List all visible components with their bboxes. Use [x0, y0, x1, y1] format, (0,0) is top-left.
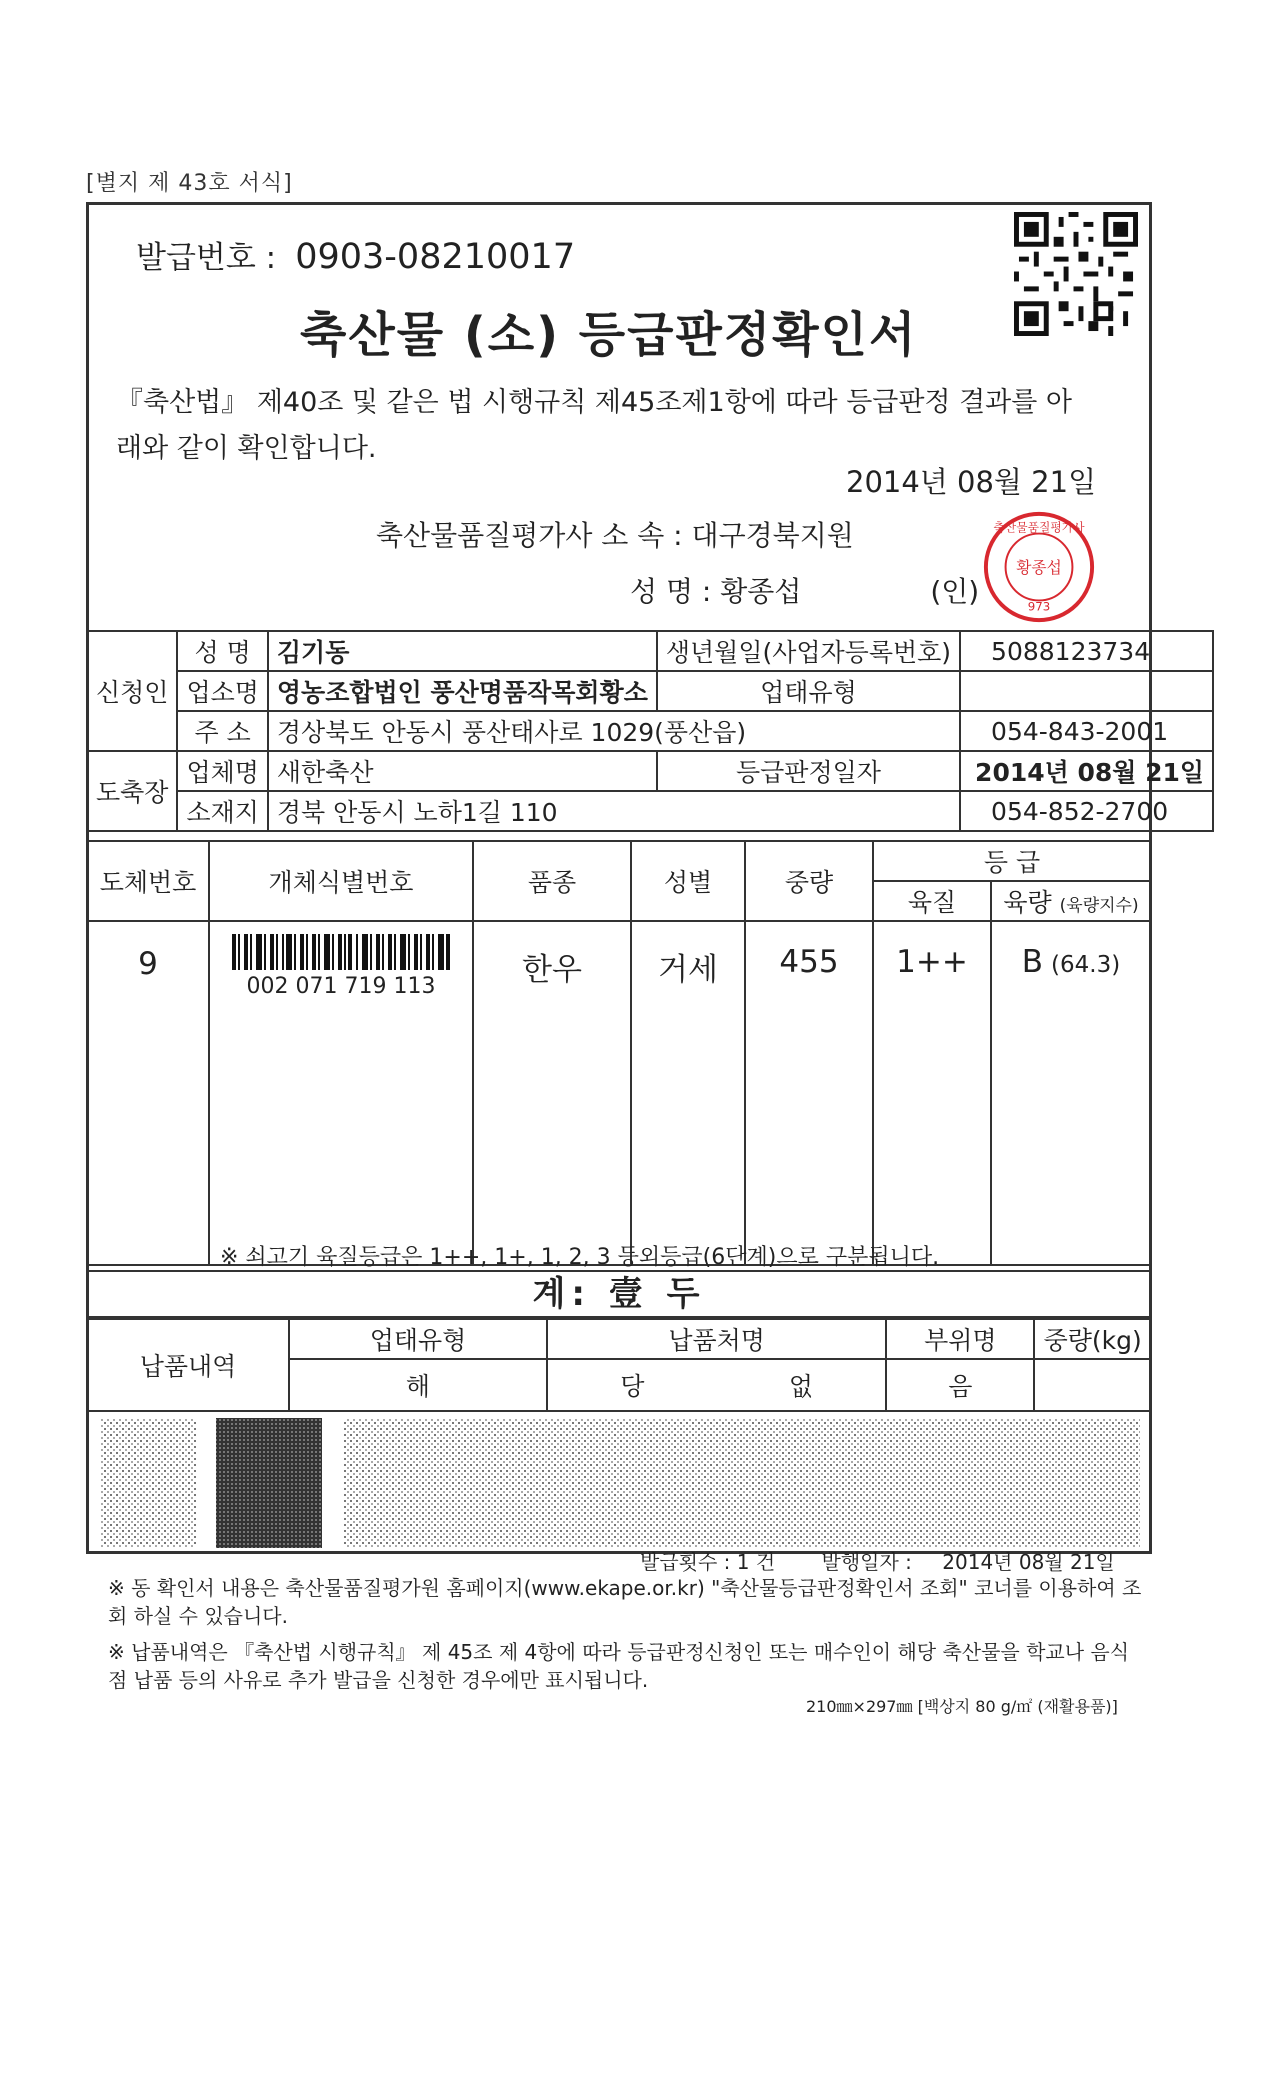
svg-text:축산물품질평가사: 축산물품질평가사 [993, 520, 1085, 535]
total-count: 계: 壹 두 [86, 1270, 1152, 1318]
issue-number [136, 232, 575, 277]
yield-index: (64.3) [1051, 952, 1121, 978]
carcass-number: 9 [87, 921, 209, 1265]
address-phone: 054-843-2001 [960, 711, 1213, 751]
issue-number-label: 발급번호 : [136, 240, 277, 276]
table-row [87, 671, 1213, 711]
svg-text:황종섭: 황종섭 [1016, 557, 1062, 577]
footer-note: ※ 동 확인서 내용은 축산물품질평가원 홈페이지(www.ekape.or.kr) "축산물등급판정확인서 조회" 코너를 이용하여 조회 하실 수 있습니다. [108, 1576, 1142, 1628]
qr-code-icon [1014, 212, 1138, 336]
table-row [87, 921, 1151, 1265]
delivery-value: 음 [886, 1359, 1034, 1411]
location-label: 소재지 [177, 791, 267, 831]
breed-value: 한우 [473, 921, 631, 1265]
yield-header-cell [991, 881, 1151, 921]
inspector-affiliation-value: 대구경북지원 [691, 519, 854, 552]
address-label: 주 소 [177, 711, 267, 751]
delivery-value: 해 [289, 1359, 547, 1411]
individual-id: 002 071 719 113 [246, 974, 436, 999]
weight-value: 455 [745, 921, 873, 1265]
inspector-name-value: 황종섭 [720, 575, 802, 608]
sex-value: 거세 [631, 921, 745, 1265]
address-value: 경상북도 안동시 풍산태사로 1029(풍산읍) [268, 711, 960, 751]
delivery-header: 납품처명 [547, 1319, 886, 1359]
inspector-name-label: 성 명 : [630, 575, 712, 608]
table-row [87, 791, 1213, 831]
table-row [87, 631, 1213, 671]
quality-header: 육질 [873, 881, 991, 921]
barcode-icon [232, 934, 450, 970]
business-value: 영농조합법인 풍산명품작목회황소 [268, 671, 657, 711]
breed-header: 품종 [473, 841, 631, 921]
business-label: 업소명 [177, 671, 267, 711]
yield-index-header: (육량지수) [1059, 896, 1139, 916]
paper-spec: 210㎜×297㎜ [백상지 80 g/㎡ (재활용품)] [806, 1697, 1118, 1716]
issue-count-label: 발급횟수 : [640, 1550, 731, 1574]
issue-date: 2014년 08월 21일 [846, 465, 1097, 499]
inspector-affiliation [376, 514, 854, 554]
delivery-header: 업태유형 [289, 1319, 547, 1359]
issuance-date-value: 2014년 08월 21일 [942, 1550, 1115, 1574]
id-cell [209, 921, 473, 1265]
grade-note: ※ 쇠고기 육질등급은 1++, 1+, 1, 2, 3 등외등급(6단계)으로 구분됩니다. [220, 1245, 940, 1270]
sex-header: 성별 [631, 841, 745, 921]
issue-number-value: 0903-08210017 [295, 237, 576, 277]
delivery-value: 당 [547, 1359, 717, 1411]
weight-header: 중량 [745, 841, 873, 921]
inspector-name [630, 570, 979, 610]
delivery-table [86, 1318, 1152, 1412]
grade-table [86, 840, 1152, 1266]
applicant-table [86, 630, 1214, 832]
grading-date-label: 등급판정일자 [657, 751, 960, 791]
delivery-value: 없 [717, 1359, 887, 1411]
delivery-section: 납품내역 [87, 1319, 289, 1411]
intro-text: 『축산법』 제40조 및 같은 법 시행규칙 제45조제1항에 따라 등급판정 결과를 아래와 같이 확인합니다. [116, 387, 1073, 464]
delivery-header: 중량(kg) [1034, 1319, 1151, 1359]
inspector-seal: (인) [930, 575, 980, 608]
issue-count-value: 1 건 [736, 1550, 776, 1574]
issuance-date-label: 발행일자 : [821, 1550, 912, 1574]
applicant-name: 김기동 [268, 631, 657, 671]
footer-note: ※ 납품내역은 『축산법 시행규칙』 제 45조 제 4항에 따라 등급판정신청인 또는 매수인이 해당 축산물을 학교나 음식점 납품 등의 사유로 추가 발급을 신청한 경우에만 표시됩니다. [108, 1640, 1130, 1692]
official-stamp-icon [980, 508, 1098, 626]
birth-label: 생년월일(사업자등록번호) [657, 631, 960, 671]
delivery-weight-empty [1034, 1359, 1151, 1411]
carcass-header: 도체번호 [87, 841, 209, 921]
company-value: 새한축산 [268, 751, 657, 791]
yield-cell [991, 921, 1151, 1265]
table-row [87, 841, 1151, 881]
table-row [87, 1319, 1151, 1359]
form-label: [별지 제 43호 서식] [86, 171, 293, 196]
svg-text:973: 973 [1027, 599, 1051, 614]
applicant-section: 신청인 [87, 631, 177, 751]
table-row [87, 711, 1213, 751]
yield-header: 육량 [1003, 888, 1052, 917]
quality-grade: 1++ [873, 921, 991, 1265]
birth-value: 5088123734 [960, 631, 1213, 671]
location-phone: 054-852-2700 [960, 791, 1213, 831]
company-label: 업체명 [177, 751, 267, 791]
document-title: 축산물 (소) 등급판정확인서 [300, 307, 918, 363]
delivery-header: 부위명 [886, 1319, 1034, 1359]
slaughterhouse-section: 도축장 [87, 751, 177, 831]
business-type-label: 업태유형 [657, 671, 960, 711]
inspector-label: 축산물품질평가사 소 속 : [376, 519, 683, 552]
id-header: 개체식별번호 [209, 841, 473, 921]
location-value: 경북 안동시 노하1길 110 [268, 791, 960, 831]
issuance-info [640, 1546, 1115, 1575]
yield-grade: B [1021, 944, 1044, 980]
name-label: 성 명 [177, 631, 267, 671]
business-type-value [960, 671, 1213, 711]
grading-date-value: 2014년 08월 21일 [960, 751, 1213, 791]
security-pattern-icon [86, 1410, 1152, 1554]
table-row [87, 751, 1213, 791]
footer-notes [108, 1574, 1148, 1694]
grade-header: 등 급 [873, 841, 1151, 881]
